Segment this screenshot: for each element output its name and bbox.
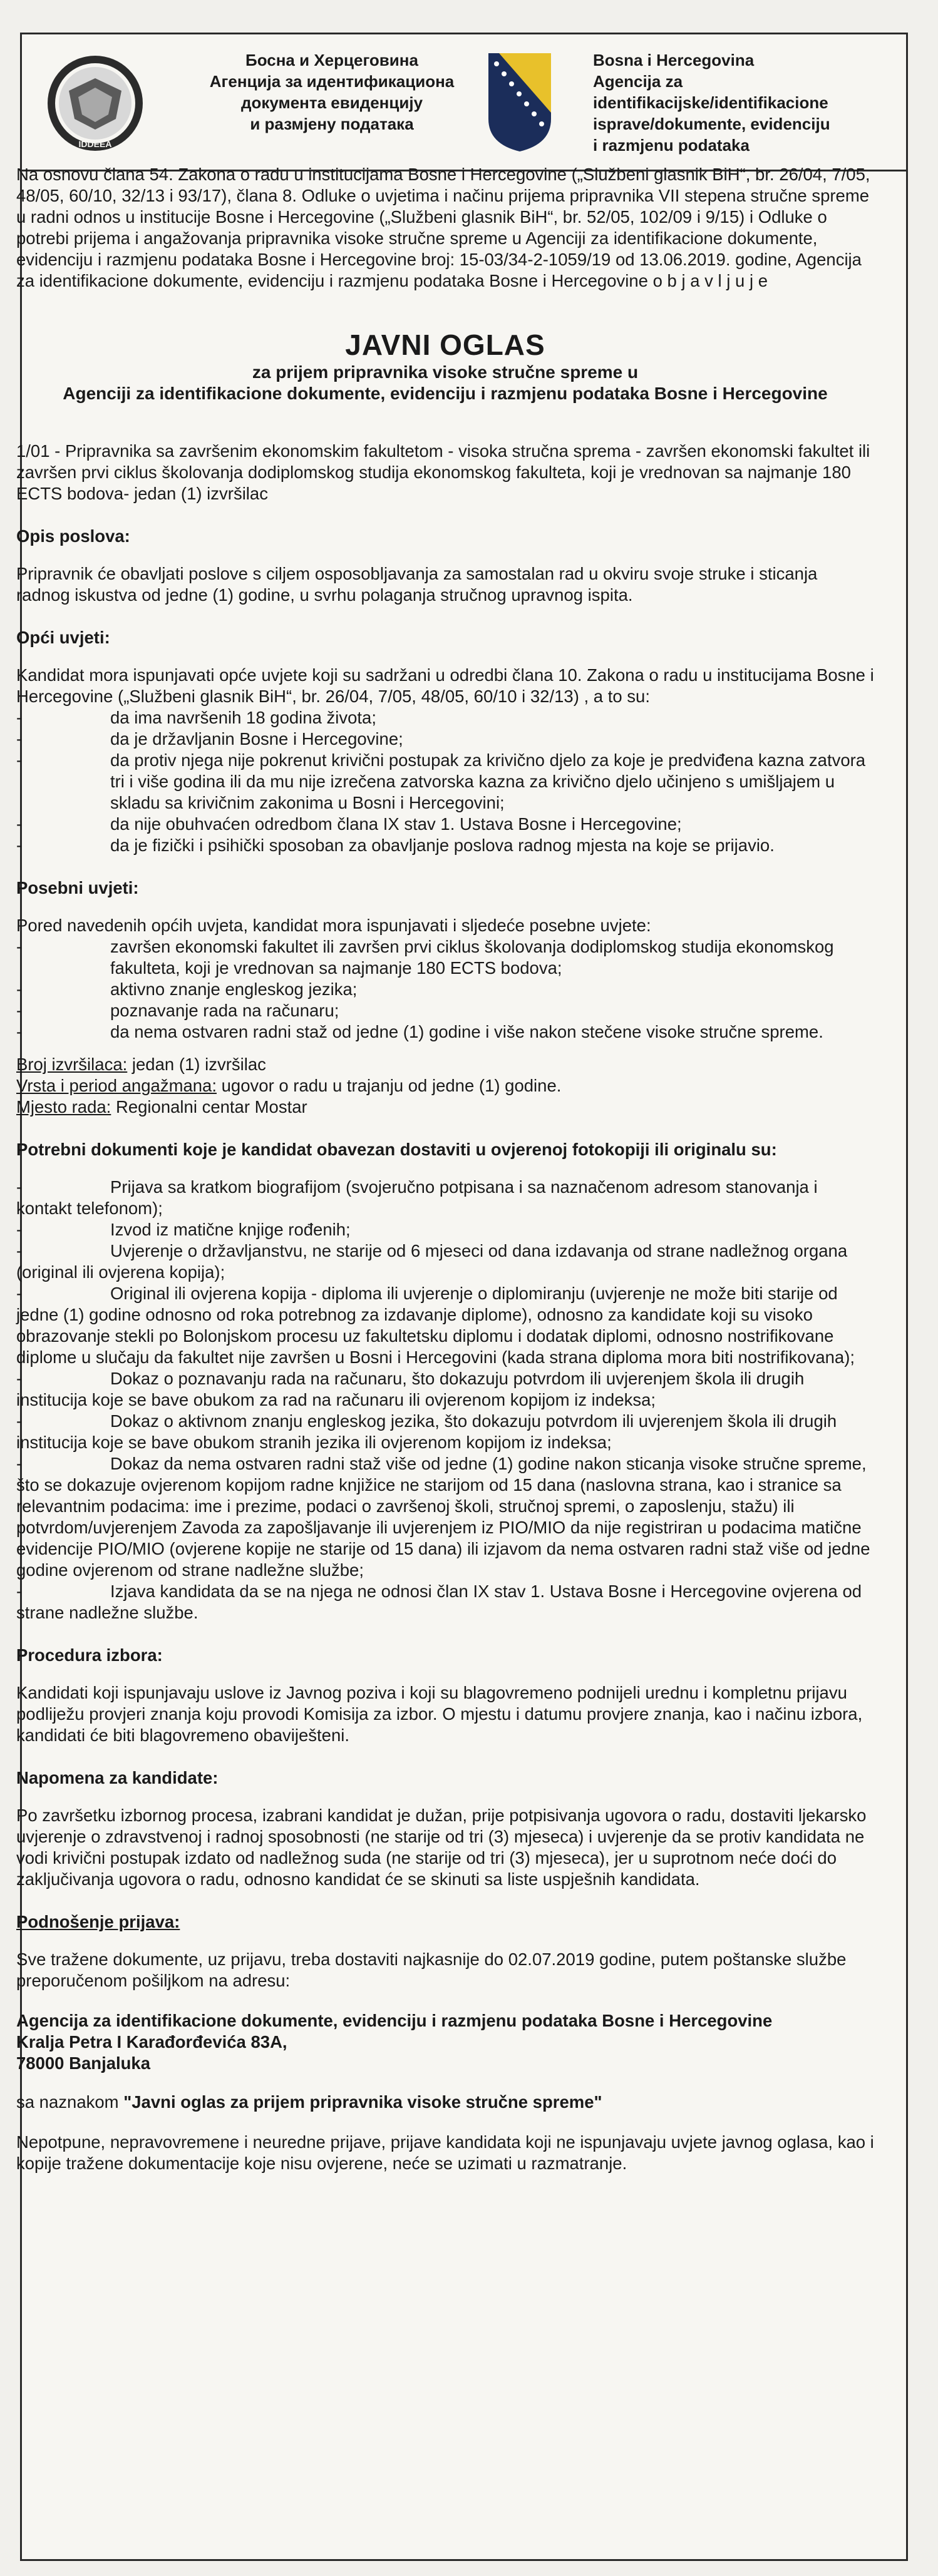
list-item: - Dokaz o poznavanju rada na računaru, što dokazuju potvrdom ili uvjerenjem škola ili drugih institucija koje se bave obukom za rad na računaru ili ovjerenom kopijom iz indeksa; (16, 1369, 805, 1409)
list-item: - završen ekonomski fakultet ili završen prvi ciklus školovanja dodiplomskog studija ekonomskog fakulteta, koji je vrednovan sa najmanje 180 ECTS bodova; (16, 936, 874, 979)
header-cyr-line: Босна и Херцеговина (245, 51, 418, 69)
info-value: ugovor o radu u trajanju od jedne (1) godine. (217, 1076, 562, 1095)
section-heading-procedura: Procedura izbora: (16, 1645, 163, 1665)
closing-note: Nepotpune, nepravovremene i neuredne prijave, prijave kandidata koji ne ispunjavaju uvjete javnog oglasa, kao i kopije tražene dokumentacije koje nisu ovjerene, neće se uzimati u razmatranje. (16, 2132, 874, 2173)
marking-prefix: sa naznakom (16, 2092, 124, 2112)
header-cyrillic (200, 49, 463, 135)
podnosenje-text: Sve tražene dokumente, uz prijavu, treba dostaviti najkasnije do 02.07.2019 godine, putem poštanske službe preporučenom pošiljkom na adresu: (16, 1950, 847, 1990)
header-latin (593, 49, 894, 156)
section-heading-dokumenti: Potrebni dokumenti koje je kandidat obavezan dostaviti u ovjerenoj fotokopiji ili originalu su: (16, 1140, 777, 1159)
list-item: - Izvod iz matične knjige rođenih; (16, 1220, 351, 1239)
list-item-text: da nema ostvaren radni staž od jedne (1) godine i više nakon stečene visoke stručne spreme. (110, 1022, 823, 1041)
list-item-text: da ima navršenih 18 godina života; (110, 708, 376, 727)
section-heading-podnosenje: Podnošenje prijava: (16, 1912, 180, 1931)
list-item: - da je državljanin Bosne i Hercegovine; (16, 728, 874, 750)
list-item: - da nije obuhvaćen odredbom člana IX stav 1. Ustava Bosne i Hercegovine; (16, 814, 874, 835)
section-heading-opci: Opći uvjeti: (16, 628, 110, 647)
envelope-marking (16, 2092, 874, 2113)
header (22, 34, 906, 171)
procedura-text: Kandidati koji ispunjavaju uslove iz Javnog poziva i koji su blagovremeno podnijeli urednu i kompletnu prijavu podliježu provjeri znanja koju provodi Komisija za izbor. O mjestu i datumu provjere znanja, kao i načinu izbora, kandidati će biti blagovremeno obaviješteni. (16, 1683, 863, 1745)
opci-list (16, 707, 874, 856)
list-item-text: da nije obuhvaćen odredbom člana IX stav 1. Ustava Bosne i Hercegovine; (110, 814, 682, 834)
posebni-text: Pored navedenih općih uvjeta, kandidat mora ispunjavati i sljedeće posebne uvjete: (16, 916, 651, 935)
position-description: 1/01 - Pripravnika sa završenim ekonomskim fakultetom - visoka stručna sprema - završen ekonomski fakultet ili završen prvi ciklus školovanja dodiplomskog studija ekonomskog fakulteta, koji je vrednovan sa najmanje 180 ECTS bodova- jedan (1) izvršilac (16, 441, 870, 503)
list-item: - Dokaz o aktivnom znanju engleskog jezika, što dokazuju potvrdom ili uvjerenjem škola ili drugih institucija koje se bave obukom stranih jezika ili ovjerenom kopijom iz indeksa; (16, 1411, 837, 1452)
opci-text: Kandidat mora ispunjavati opće uvjete koji su sadržani u odredbi člana 10. Zakona o radu u institucijama Bosne i Hercegovine („Službeni glasnik BiH“, br. 26/04, 7/05, 48/05, 60/10 i 32/13) , a to su: (16, 665, 874, 706)
posebni-list (16, 936, 874, 1043)
list-item-text: Dokaz o poznavanju rada na računaru, što dokazuju potvrdom ili uvjerenjem škola ili drugih institucija koje se bave obukom za rad na računaru ili ovjerenom kopijom iz indeksa; (16, 1369, 805, 1409)
svg-text:IDDEEA: IDDEEA (78, 139, 112, 149)
opis-text: Pripravnik će obavljati poslove s ciljem osposobljavanja za samostalan rad u okviru svoje struke i sticanja radnog iskustva od jedne (1) godine, u svrhu polaganja stručnog upravnog ispita. (16, 564, 818, 605)
header-lat-line: Agencija za identifikacijske/identifikacione (593, 72, 828, 112)
address-line: 78000 Banjaluka (16, 2053, 151, 2073)
section-heading-opis: Opis poslova: (16, 526, 130, 546)
address-line: Agencija za identifikacione dokumente, evidenciju i razmjenu podataka Bosne i Hercegovine (16, 2011, 773, 2030)
mailing-address (16, 2010, 874, 2074)
list-item: - Prijava sa kratkom biografijom (svojeručno potpisana i sa naznačenom adresom stanovanja i kontakt telefonom); (16, 1177, 818, 1218)
header-lat-line: i razmjenu podataka (593, 136, 750, 155)
section-heading-posebni: Posebni uvjeti: (16, 878, 139, 897)
list-item-text: Uvjerenje o državljanstvu, ne starije od 6 mjeseci od dana izdavanja od strane nadležnog organa (original ili ovjerena kopija); (16, 1241, 848, 1282)
list-item: - poznavanje rada na računaru; (16, 1000, 874, 1021)
list-item-text: Izjava kandidata da se na njega ne odnosi član IX stav 1. Ustava Bosne i Hercegovine ovjerena od strane nadležne službe. (16, 1582, 862, 1622)
info-mjesto (16, 1096, 874, 1118)
dokumenti-list (16, 1177, 874, 1623)
intro-paragraph: Na osnovu člana 54. Zakona o radu u institucijama Bosne i Hercegovine („Službeni glasnik BiH“, br. 26/04, 7/05, 48/05, 60/10, 32/13 i 93/17), člana 8. Odluke o uvjetima i načinu prijema pripravnika VII stepena stručne spreme u radni odnos u institucije Bosne i Hercegovine („Službeni glasnik BiH“, br. 52/05, 102/09 i 9/15) i Odluke o potrebi prijema i angažovanja pripravnika visoke stručne spreme u Agenciji za identifikacione dokumente, evidenciju i razmjenu podataka Bosne i Hercegovine broj: 15-03/34-2-1059/19 od 13.06.2019. godine, Agencija za identifikacione dokumente, evidenciju i razmjenu podataka Bosne i Hercegovine o b j a v l j u j e (16, 165, 870, 290)
section-heading-napomena: Napomena za kandidate: (16, 1768, 219, 1787)
address-line: Kralja Petra I Karađorđevića 83A, (16, 2032, 287, 2052)
list-item: - Uvjerenje o državljanstvu, ne starije od 6 mjeseci od dana izdavanja od strane nadležnog organa (original ili ovjerena kopija); (16, 1241, 848, 1282)
marking-text: "Javni oglas za prijem pripravnika visoke stručne spreme" (123, 2092, 602, 2112)
info-vrsta (16, 1075, 874, 1096)
header-cyr-line: Агенција за идентификациона (209, 72, 455, 91)
list-item: - Izjava kandidata da se na njega ne odnosi član IX stav 1. Ustava Bosne i Hercegovine ovjerena od strane nadležne službe. (16, 1582, 862, 1622)
agency-logo-icon (41, 53, 150, 153)
info-value: jedan (1) izvršilac (127, 1055, 266, 1074)
list-item-text: završen ekonomski fakultet ili završen prvi ciklus školovanja dodiplomskog studija ekonomskog fakulteta, koji je vrednovan sa najmanje 180 ECTS bodova; (110, 937, 834, 978)
list-item-text: aktivno znanje engleskog jezika; (110, 979, 358, 999)
list-item: - aktivno znanje engleskog jezika; (16, 979, 874, 1000)
header-lat-line: Bosna i Hercegovina (593, 51, 755, 69)
list-item: - da nema ostvaren radni staž od jedne (1) godine i više nakon stečene visoke stručne spreme. (16, 1021, 874, 1043)
list-item: - Original ili ovjerena kopija - diploma ili uvjerenje o diplomiranju (uvjerenje ne može biti starije od jedne (1) godine odnosno od roka potrebnog za izdavanje diplome), odnosno za kandidate koji su visoko obrazovanje stekli po Bolonjskom procesu uz fakultetsku diplomu i dodatak diplomi, odnosno nostrifikovane diplome u slučaju da fakultet nije završen u Bosni i Hercegovini (kada strana diploma mora biti nostrifikovana); (16, 1284, 855, 1367)
list-item: - da protiv njega nije pokrenut krivični postupak za krivično djelo za koje je predviđena kazna zatvora tri i više godina ili da mu nije izrečena zatvorska kazna za krivično djelo učinjeno s umišljajem u skladu sa krivičnim zakonima u Bosni i Hercegovini; (16, 750, 874, 814)
list-item-text: Dokaz da nema ostvaren radni staž više od jedne (1) godine nakon sticanja visoke stručne spreme, što se dokazuje ovjerenom kopijom radne knjižice ne starijom od 15 dana (naslovna strana, kao i stranice sa relevantnim podacima: ime i prezime, podaci o završenoj školi, stručnoj spremi, o zaposlenju, stažu) ili potvrdom/uvjerenjem Zavoda za zapošljavanje ili uvjerenjem iz PIO/MIO da nije registriran u podacima matične evidencije PIO/MIO (ovjerene kopije ne starije od 15 dana) ili izjavom da nema ostvaren radni staž više od jedne godine ovjerenom od strane nadležne službe; (16, 1454, 870, 1580)
title-block (16, 328, 874, 404)
notice-body (16, 164, 874, 2174)
info-broj (16, 1054, 874, 1075)
list-item-text: Izvod iz matične knjige rođenih; (110, 1220, 351, 1239)
info-label: Broj izvršilaca: (16, 1055, 128, 1074)
list-item-text: Prijava sa kratkom biografijom (svojeručno potpisana i sa naznačenom adresom stanovanja i kontakt telefonom); (16, 1177, 818, 1218)
header-lat-line: isprave/dokumente, evidenciju (593, 115, 830, 133)
list-item: - da ima navršenih 18 godina života; (16, 707, 874, 728)
list-item-text: da protiv njega nije pokrenut krivični postupak za krivično djelo za koje je predviđena kazna zatvora tri i više godina ili da mu nije izrečena zatvorska kazna za krivično djelo učinjeno s umišljajem u skladu sa krivičnim zakonima u Bosni i Hercegovini; (110, 750, 866, 812)
info-label: Mjesto rada: (16, 1097, 111, 1117)
info-value: Regionalni centar Mostar (111, 1097, 307, 1117)
list-item-text: da je fizički i psihički sposoban za obavljanje poslova radnog mjesta na koje se prijavio. (110, 836, 775, 855)
napomena-text: Po završetku izbornog procesa, izabrani kandidat je dužan, prije potpisivanja ugovora o radu, dostaviti ljekarsko uvjerenje o zdravstvenoj i radnoj sposobnosti (ne starije od tri (3) mjeseca) i uvjerenje da se protiv kandidata ne vodi krivični postupak izdato od nadležnog suda (ne starije od tri (3) mjeseca), jer u suprotnom neće doći do zaključivanja ugovora o radu, odnosno kandidat će se skinuti sa liste uspješnih kandidata. (16, 1806, 867, 1889)
title-line-1: za prijem pripravnika visoke stručne spreme u (252, 362, 639, 382)
page-title: JAVNI OGLAS (345, 329, 545, 361)
info-label: Vrsta i period angažmana: (16, 1076, 217, 1095)
list-item-text: poznavanje rada na računaru; (110, 1001, 339, 1020)
list-item: - Dokaz da nema ostvaren radni staž više od jedne (1) godine nakon sticanja visoke stručne spreme, što se dokazuje ovjerenom kopijom radne knjižice ne starijom od 15 dana (naslovna strana, kao i stranice sa relevantnim podacima: ime i prezime, podaci o završenoj školi, stručnoj spremi, o zaposlenju, stažu) ili potvrdom/uvjerenjem Zavoda za zapošljavanje ili uvjerenjem iz PIO/MIO da nije registriran u podacima matične evidencije PIO/MIO (ovjerene kopije ne starije od 15 dana) ili izjavom da nema ostvaren radni staž više od jedne godine ovjerenom od strane nadležne službe; (16, 1454, 870, 1580)
list-item: - da je fizički i psihički sposoban za obavljanje poslova radnog mjesta na koje se prijavio. (16, 835, 874, 856)
list-item-text: Dokaz o aktivnom znanju engleskog jezika, što dokazuju potvrdom ili uvjerenjem škola ili drugih institucija koje se bave obukom stranih jezika ili ovjerenom kopijom iz indeksa; (16, 1411, 837, 1452)
header-cyr-line: документа евиденцију (240, 93, 423, 112)
info-block (16, 1054, 874, 1118)
header-cyr-line: и размјену података (250, 115, 414, 133)
coat-of-arms-icon (485, 50, 554, 153)
list-item-text: da je državljanin Bosne i Hercegovine; (110, 729, 403, 749)
title-line-2: Agenciji za identifikacione dokumente, evidenciju i razmjenu podataka Bosne i Hercegovine (63, 384, 828, 403)
list-item-text: Original ili ovjerena kopija - diploma ili uvjerenje o diplomiranju (uvjerenje ne može biti starije od jedne (1) godine odnosno od roka potrebnog za izdavanje diplome), odnosno za kandidate koji su visoko obrazovanje stekli po Bolonjskom procesu uz fakultetsku diplomu i dodatak diplomi, odnosno nostrifikovane diplome u slučaju da fakultet nije završen u Bosni i Hercegovini (kada strana diploma mora biti nostrifikovana); (16, 1284, 855, 1367)
